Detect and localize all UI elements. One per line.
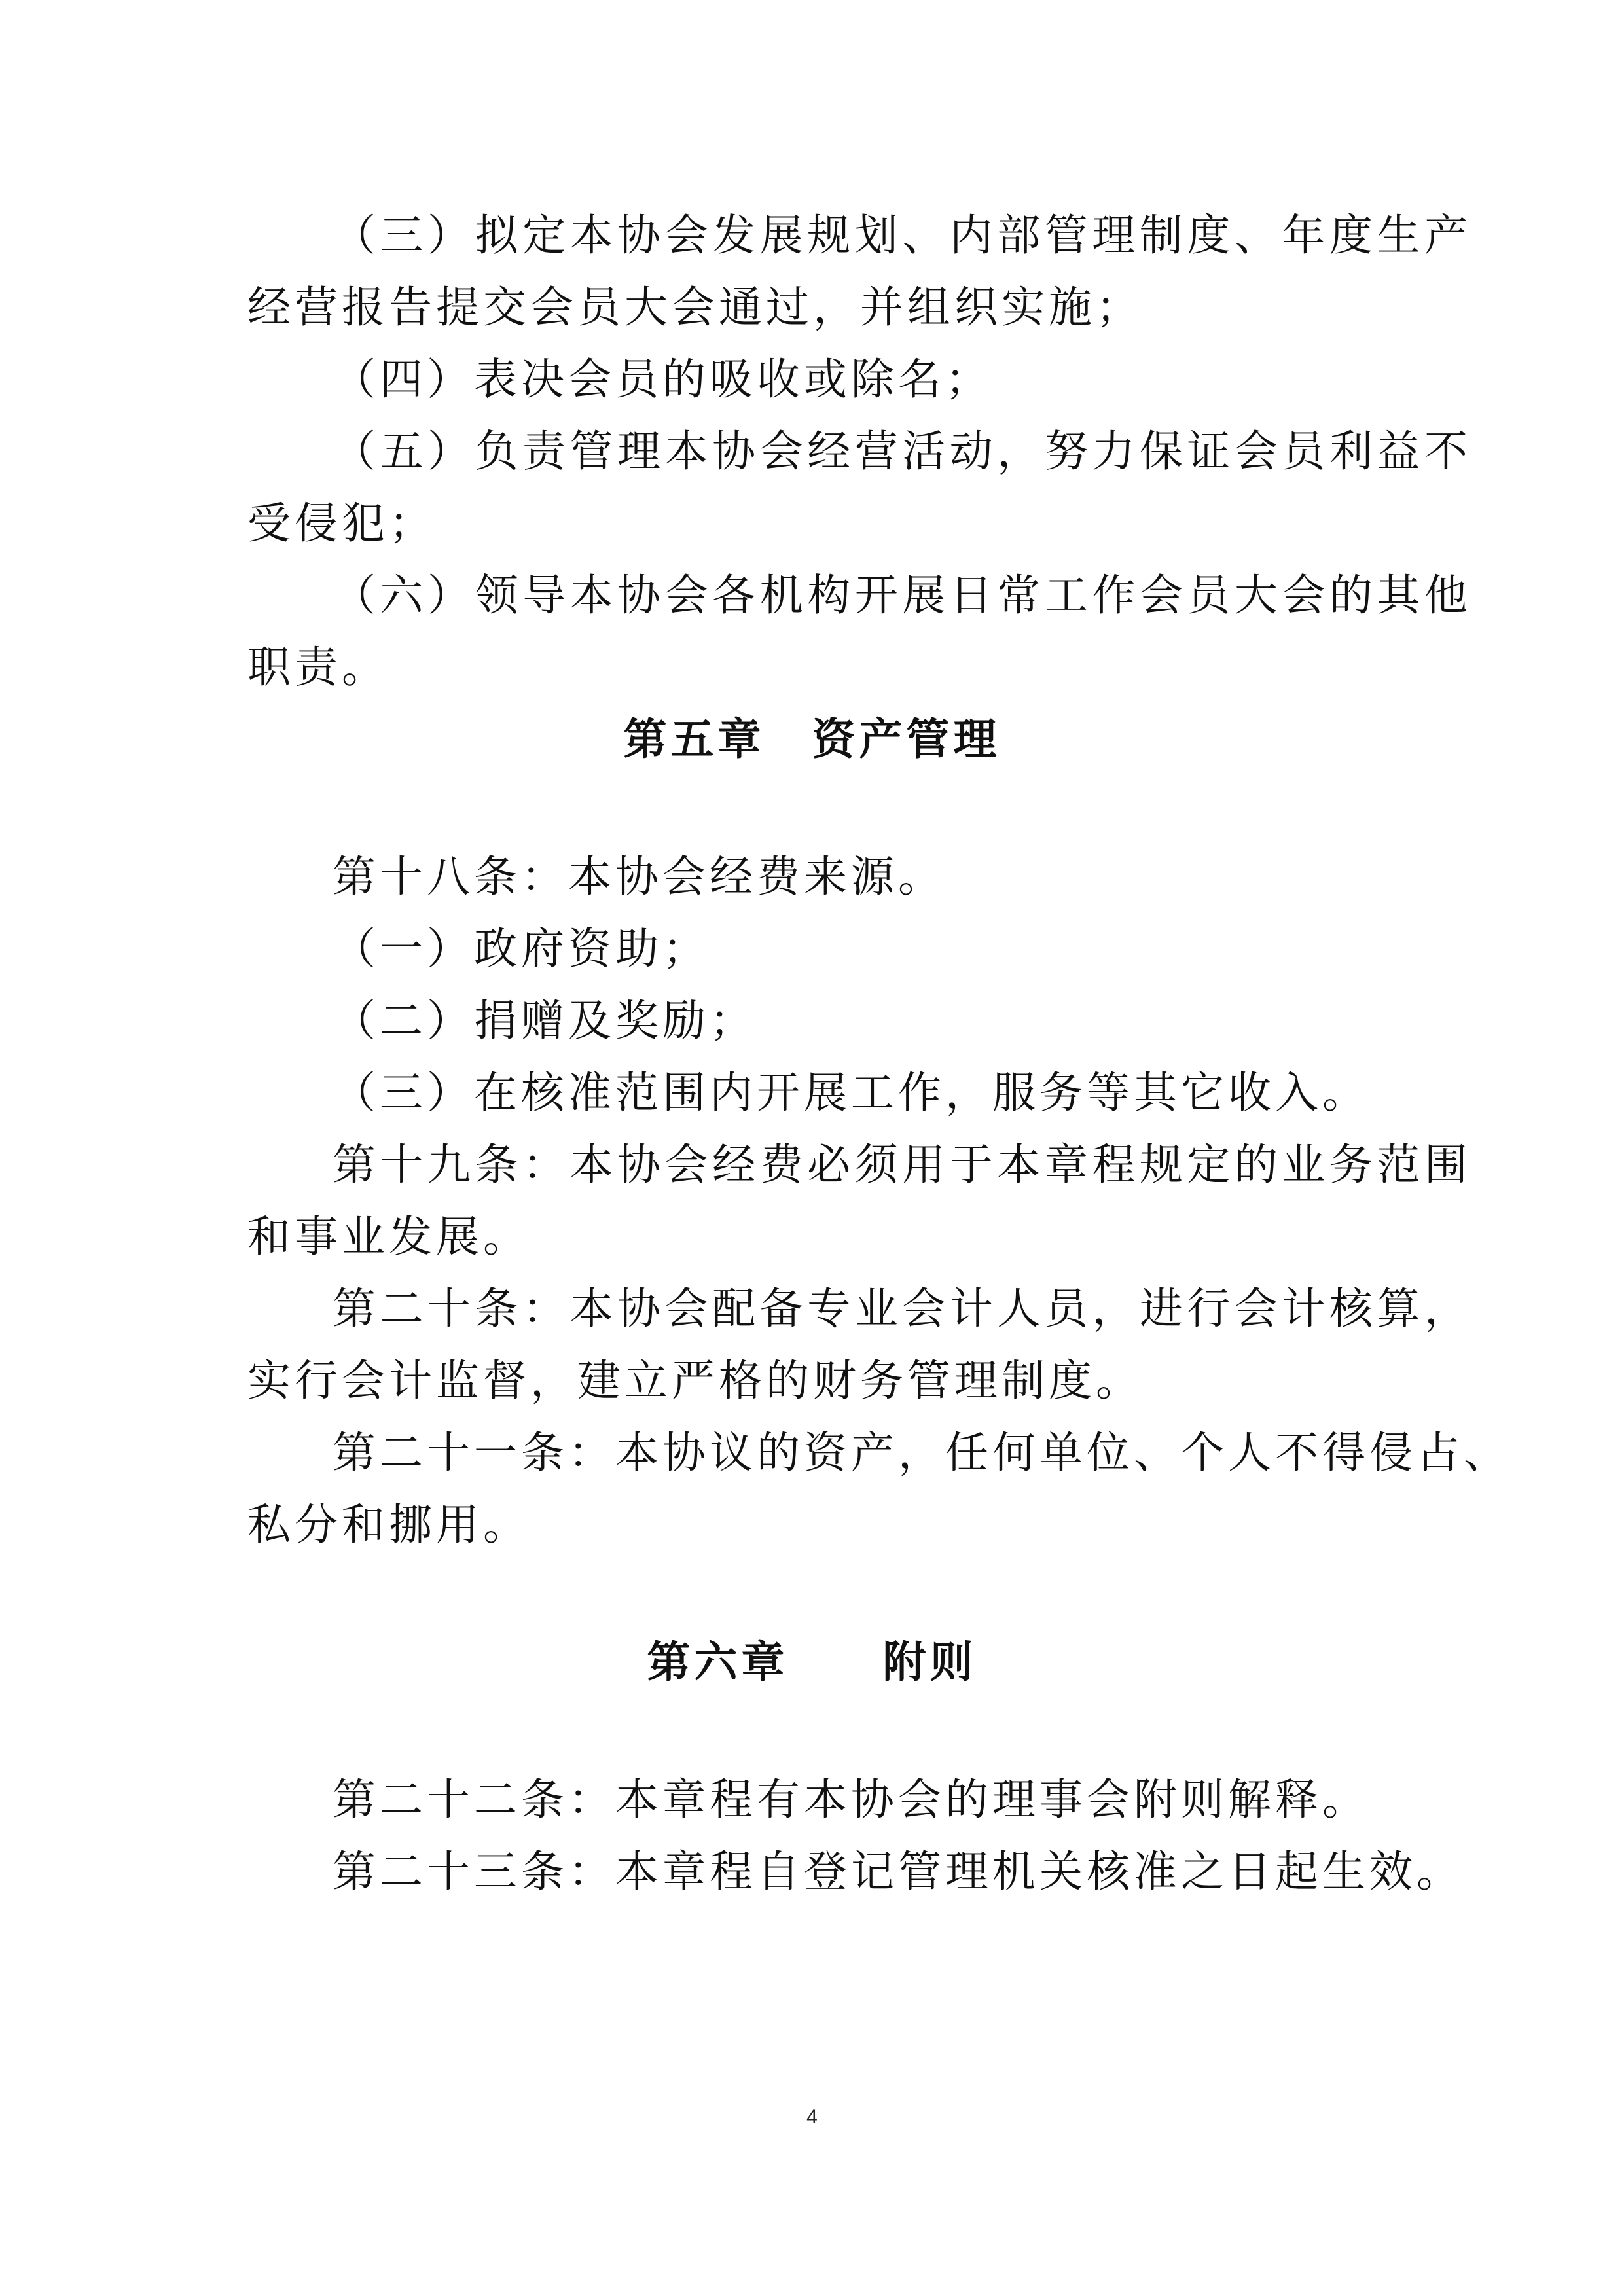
paragraph-line: 经营报告提交会员大会通过，并组织实施； [247, 282, 1143, 332]
chapter-6-title: 第六章 附则 [647, 1637, 977, 1687]
paragraph-line: （五）负责管理本协会经营活动，努力保证会员利益不 [333, 426, 1471, 476]
article-22: 第二十二条：本章程有本协会的理事会附则解释。 [333, 1774, 1369, 1825]
article-23: 第二十三条：本章程自登记管理机关核准之日起生效。 [333, 1846, 1464, 1897]
article-19-line: 第十九条：本协会经费必须用于本章程规定的业务范围 [333, 1139, 1471, 1190]
article-19-line: 和事业发展。 [247, 1211, 530, 1262]
article-20-line: 实行会计监督，建立严格的财务管理制度。 [247, 1355, 1143, 1406]
article-21-line: 私分和挪用。 [247, 1499, 530, 1550]
paragraph-line: 职责。 [247, 642, 389, 692]
article-21-line: 第二十一条：本协议的资产，任何单位、个人不得侵占、 [333, 1427, 1511, 1478]
page-number: 4 [806, 2106, 818, 2128]
list-item: （一）政府资助； [333, 924, 710, 974]
paragraph-line: （六）领导本协会各机构开展日常工作会员大会的其他 [333, 570, 1471, 620]
list-item: （三）在核准范围内开展工作，服务等其它收入。 [333, 1067, 1369, 1118]
list-item: （二）捐赠及奖励； [333, 996, 757, 1046]
paragraph-line: （四）表决会员的吸收或除名； [333, 354, 992, 404]
paragraph-line: 受侵犯； [247, 498, 436, 548]
paragraph-line: （三）拟定本协会发展规划、内部管理制度、年度生产 [333, 210, 1471, 260]
article-20-line: 第二十条：本协会配备专业会计人员，进行会计核算， [333, 1283, 1471, 1334]
article-18: 第十八条：本协会经费来源。 [333, 852, 945, 902]
chapter-5-title: 第五章 资产管理 [623, 714, 1001, 764]
